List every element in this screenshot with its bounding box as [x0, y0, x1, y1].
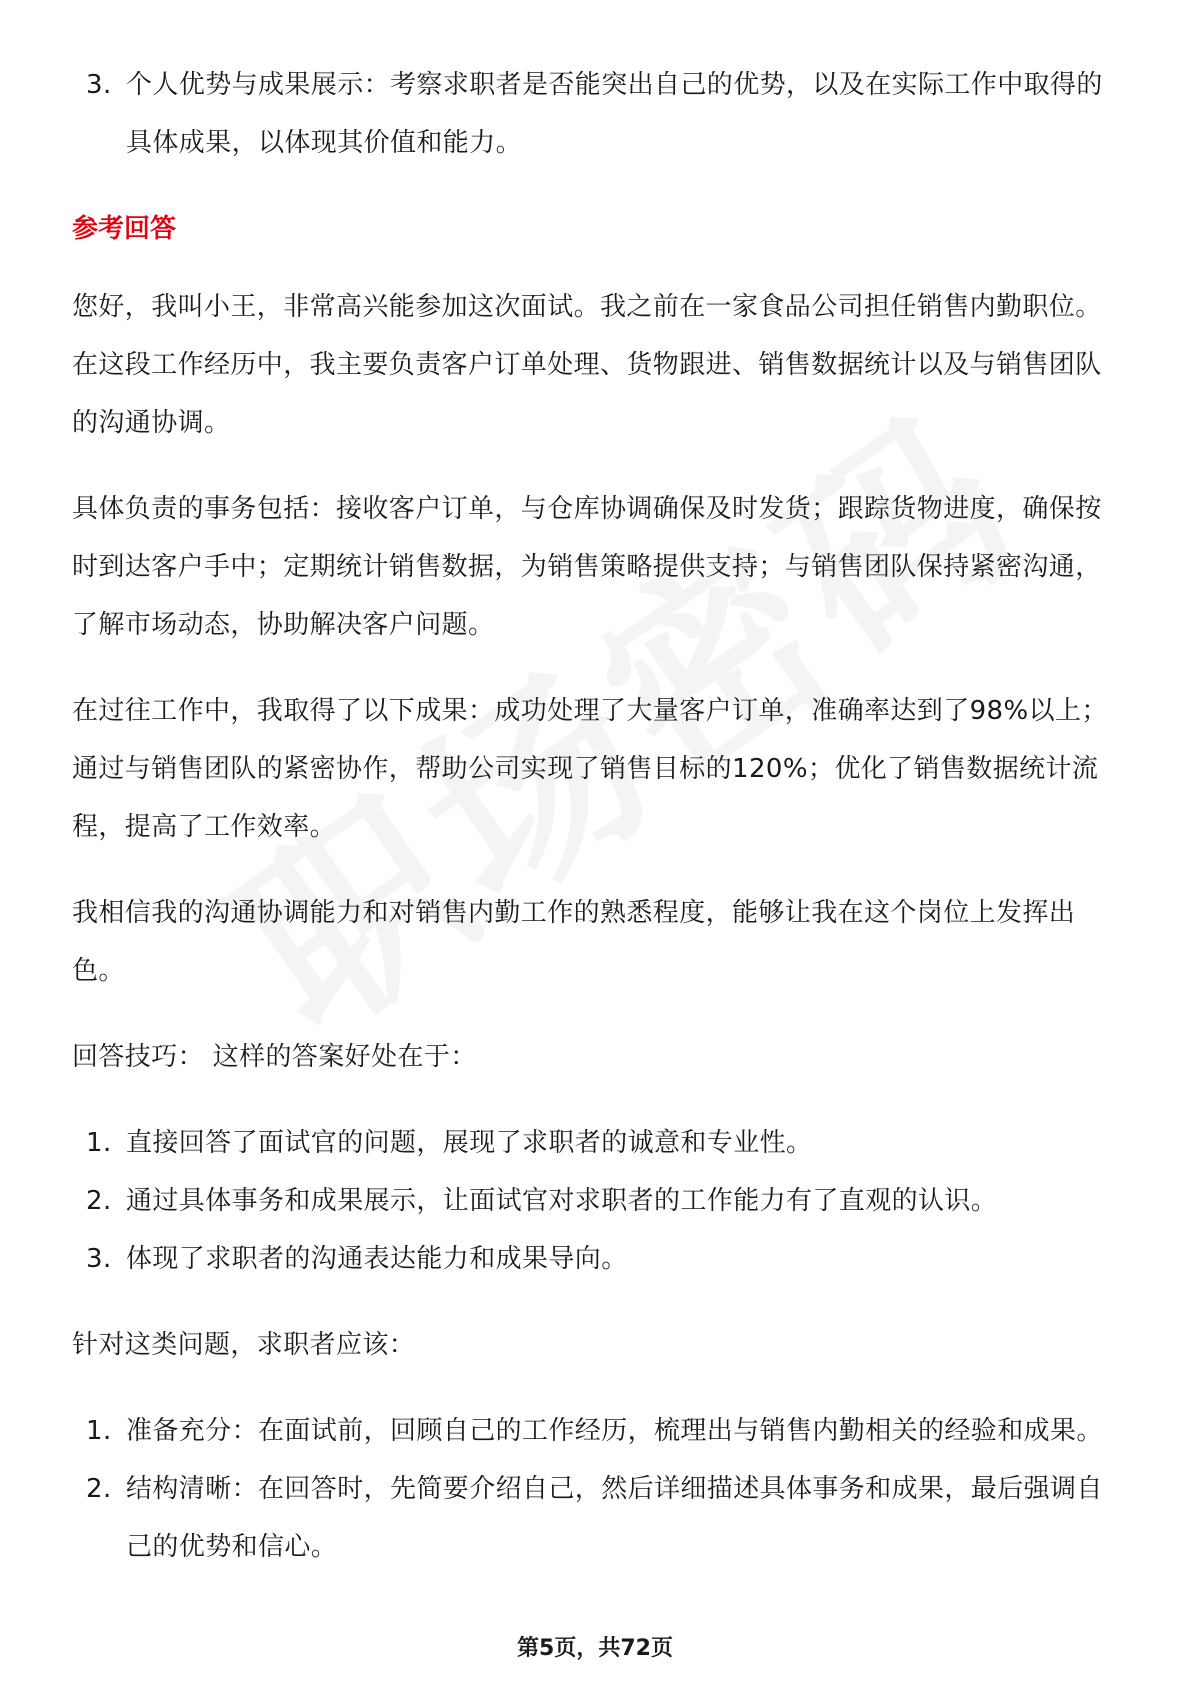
answer-paragraph: 您好，我叫小王，非常高兴能参加这次面试。我之前在一家食品公司担任销售内勤职位。在这段工作经历中，我主要负责客户订单处理、货物跟进、销售数据统计以及与销售团队的沟通协调。 — [72, 292, 1102, 438]
page-content — [72, 56, 1112, 1604]
list-item-text: 体现了求职者的沟通表达能力和成果导向。 — [126, 1244, 628, 1274]
list-item-text: 准备充分：在面试前，回顾自己的工作经历，梳理出与销售内勤相关的经验和成果。 — [126, 1416, 1103, 1446]
list-item — [72, 1114, 1112, 1172]
list-item-text: 个人优势与成果展示：考察求职者是否能突出自己的优势，以及在实际工作中取得的具体成果，以体现其价值和能力。 — [126, 70, 1103, 158]
list-item — [72, 1230, 1112, 1288]
criteria-list — [72, 56, 1112, 172]
tips-intro: 回答技巧： 这样的答案好处在于： — [72, 1042, 477, 1072]
list-item-number: 3. — [86, 70, 112, 100]
page-number: 第5页，共72页 — [517, 1636, 673, 1661]
answer-paragraph: 在过往工作中，我取得了以下成果：成功处理了大量客户订单，准确率达到了98%以上；通过与销售团队的紧密协作，帮助公司实现了销售目标的120%；优化了销售数据统计流程，提高了工作效率。 — [72, 696, 1108, 842]
answer-paragraph: 具体负责的事务包括：接收客户订单，与仓库协调确保及时发货；跟踪货物进度，确保按时到达客户手中；定期统计销售数据，为销售策略提供支持；与销售团队保持紧密沟通，了解市场动态，协助解决客户问题。 — [72, 494, 1102, 640]
list-item — [72, 56, 1112, 172]
section-heading: 参考回答 — [72, 214, 177, 244]
list-item — [72, 1172, 1112, 1230]
answer-paragraph: 我相信我的沟通协调能力和对销售内勤工作的熟悉程度，能够让我在这个岗位上发挥出色。 — [72, 898, 1076, 986]
list-item-number: 2. — [86, 1186, 112, 1216]
advice-intro: 针对这类问题，求职者应该： — [72, 1330, 416, 1360]
list-item-text: 直接回答了面试官的问题，展现了求职者的诚意和专业性。 — [126, 1128, 813, 1158]
list-item-text: 结构清晰：在回答时，先简要介绍自己，然后详细描述具体事务和成果，最后强调自己的优势和信心。 — [126, 1474, 1103, 1562]
tips-list — [72, 1114, 1112, 1288]
list-item-number: 1. — [86, 1416, 112, 1446]
list-item — [72, 1402, 1112, 1460]
advice-list — [72, 1402, 1112, 1576]
list-item-number: 1. — [86, 1128, 112, 1158]
list-item-number: 3. — [86, 1244, 112, 1274]
list-item-number: 2. — [86, 1474, 112, 1504]
list-item — [72, 1460, 1112, 1576]
list-item-text: 通过具体事务和成果展示，让面试官对求职者的工作能力有了直观的认识。 — [126, 1186, 998, 1216]
